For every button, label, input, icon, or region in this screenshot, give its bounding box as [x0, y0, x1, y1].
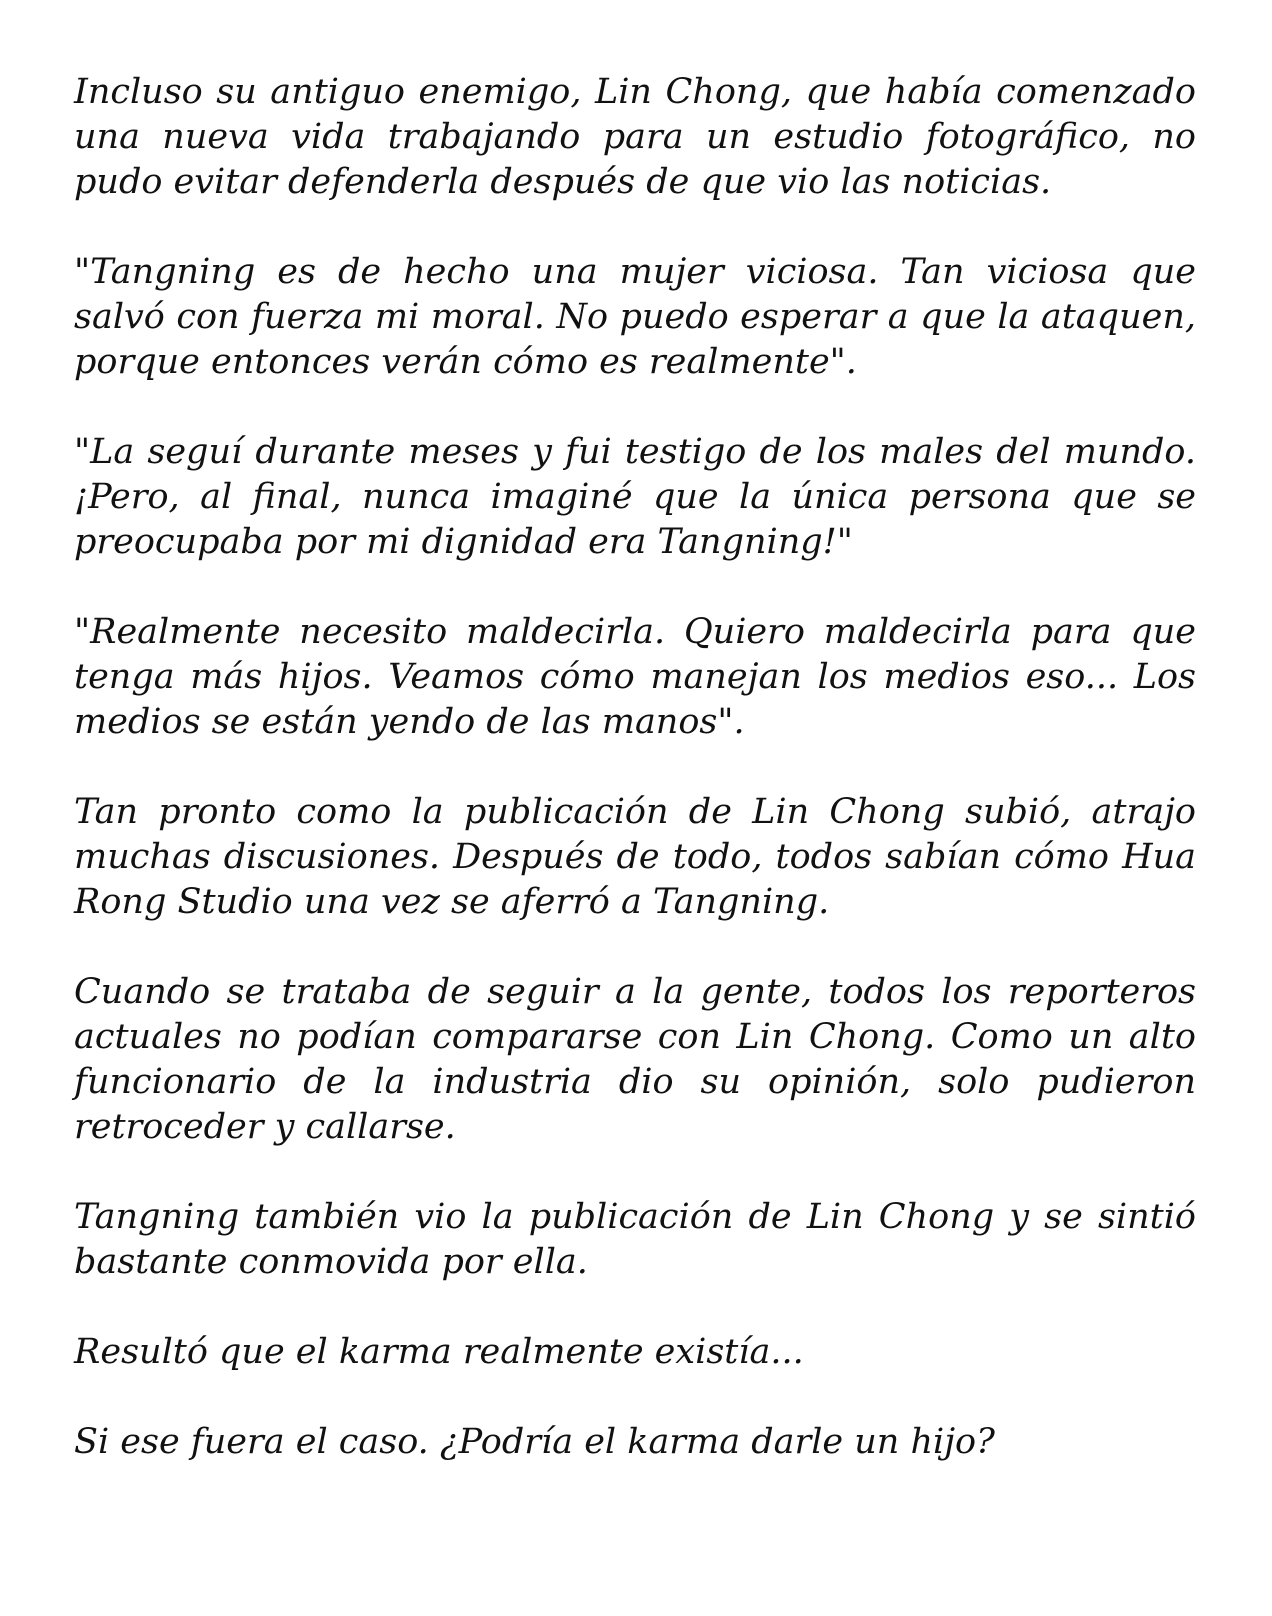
paragraph-4: "Realmente necesito maldecirla. Quiero maldecirla para que tenga más hijos. Veamos cómo manejan los medios eso... Los medios se están yendo de las manos". [74, 612, 1196, 742]
paragraph-8: Resultó que el karma realmente existía... [74, 1332, 804, 1372]
paragraph-2: "Tangning es de hecho una mujer viciosa. Tan viciosa que salvó con fuerza mi moral. No puedo esperar a que la ataquen, porque entonces verán cómo es realmente". [74, 252, 1196, 382]
document-body [74, 70, 1196, 1465]
paragraph-7: Tangning también vio la publicación de Lin Chong y se sintió bastante conmovida por ella. [74, 1197, 1196, 1282]
paragraph-6: Cuando se trataba de seguir a la gente, todos los reporteros actuales no podían compararse con Lin Chong. Como un alto funcionario de la industria dio su opinión, solo pudieron retroceder y callarse. [74, 972, 1196, 1147]
paragraph-9: Si ese fuera el caso. ¿Podría el karma darle un hijo? [74, 1422, 995, 1462]
paragraph-1: Incluso su antiguo enemigo, Lin Chong, que había comenzado una nueva vida trabajando para un estudio fotográfico, no pudo evitar defenderla después de que vio las noticias. [74, 72, 1196, 202]
paragraph-3: "La seguí durante meses y fui testigo de los males del mundo. ¡Pero, al final, nunca imaginé que la única persona que se preocupaba por mi dignidad era Tangning!" [74, 432, 1196, 562]
paragraph-5: Tan pronto como la publicación de Lin Chong subió, atrajo muchas discusiones. Después de todo, todos sabían cómo Hua Rong Studio una vez se aferró a Tangning. [74, 792, 1196, 922]
